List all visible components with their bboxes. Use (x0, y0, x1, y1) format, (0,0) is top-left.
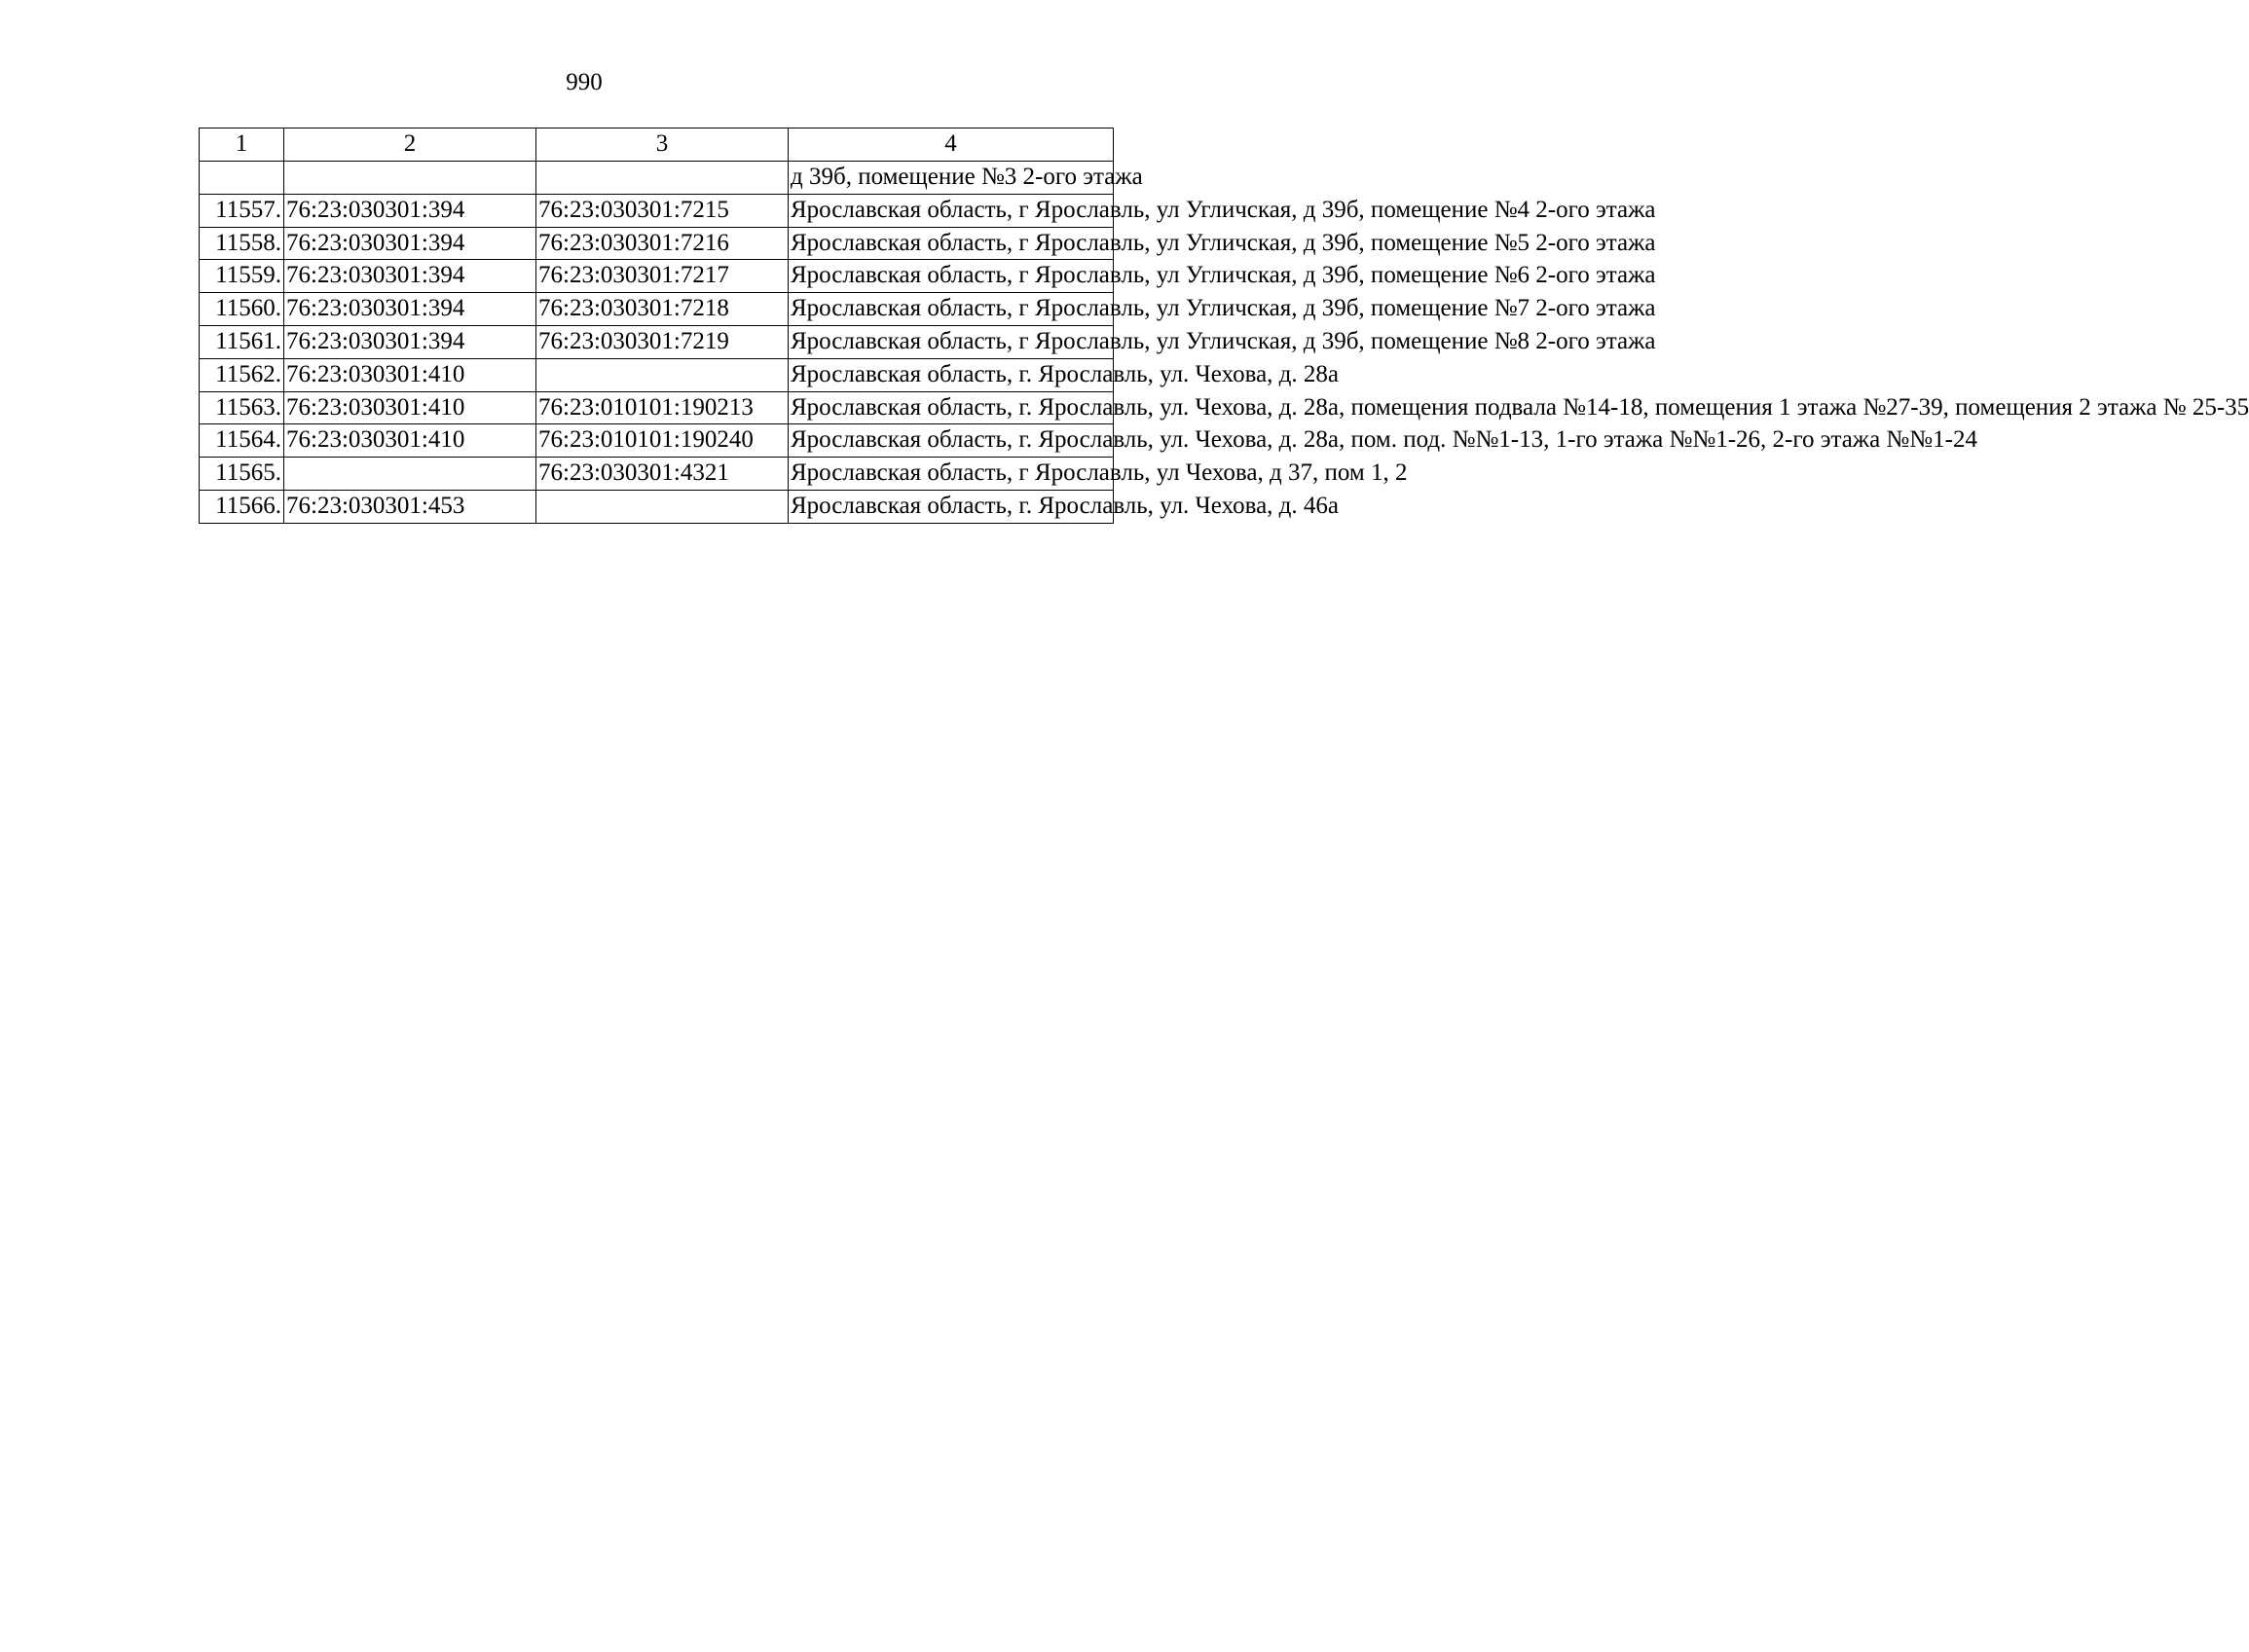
cadastral-number-col2: 76:23:030301:394 (284, 227, 536, 260)
page-number: 990 (566, 69, 603, 95)
table-row (200, 391, 1114, 424)
row-number: 11564. (200, 424, 284, 458)
table-row (200, 358, 1114, 391)
row-number: 11558. (200, 227, 284, 260)
address: Ярославская область, г Ярославль, ул Угличская, д 39б, помещение №7 2-ого этажа (789, 293, 1114, 326)
cadastral-number-col2: 76:23:030301:394 (284, 260, 536, 293)
cadastral-number-col2: 76:23:030301:410 (284, 358, 536, 391)
header-col-4: 4 (789, 128, 1114, 162)
cadastral-number-col3: 76:23:030301:7215 (536, 194, 789, 227)
cadastral-number-col3: 76:23:030301:7218 (536, 293, 789, 326)
cadastral-number-col3: 76:23:030301:4321 (536, 458, 789, 491)
row-number: 11566. (200, 490, 284, 523)
row-number: 11565. (200, 458, 284, 491)
registry-table (199, 128, 2249, 524)
table-row (200, 227, 1114, 260)
cadastral-number-col2: 76:23:030301:410 (284, 424, 536, 458)
address: Ярославская область, г. Ярославль, ул. Чехова, д. 28а, пом. под. №№1-13, 1-го этажа №№1-26, 2-го этажа №№1-24 (789, 424, 1114, 458)
header-col-3: 3 (536, 128, 789, 162)
row-number (200, 162, 284, 195)
table-row (200, 325, 1114, 358)
address: Ярославская область, г. Ярославль, ул. Чехова, д. 28а (789, 358, 1114, 391)
table-row (200, 424, 1114, 458)
table-row (200, 260, 1114, 293)
address: Ярославская область, г Ярославль, ул Чехова, д 37, пом 1, 2 (789, 458, 1114, 491)
header-col-1: 1 (200, 128, 284, 162)
row-number: 11560. (200, 293, 284, 326)
table-row (200, 162, 1114, 195)
address: Ярославская область, г. Ярославль, ул. Чехова, д. 28а, помещения подвала №14-18, помещения 1 этажа №27-39, помещения 2 этажа № 25-35 (789, 391, 1114, 424)
row-number: 11561. (200, 325, 284, 358)
cadastral-number-col3: 76:23:010101:190213 (536, 391, 789, 424)
table-row (200, 293, 1114, 326)
row-number: 11563. (200, 391, 284, 424)
cadastral-number-col3: 76:23:030301:7217 (536, 260, 789, 293)
address: Ярославская область, г. Ярославль, ул. Чехова, д. 46а (789, 490, 1114, 523)
cadastral-number-col2 (284, 162, 536, 195)
cadastral-number-col2: 76:23:030301:453 (284, 490, 536, 523)
address: Ярославская область, г Ярославль, ул Угличская, д 39б, помещение №8 2-ого этажа (789, 325, 1114, 358)
table-body (200, 162, 2249, 524)
cadastral-number-col2 (284, 458, 536, 491)
address: Ярославская область, г Ярославль, ул Угличская, д 39б, помещение №4 2-ого этажа (789, 194, 1114, 227)
cadastral-number-col2: 76:23:030301:394 (284, 194, 536, 227)
address: Ярославская область, г Ярославль, ул Угличская, д 39б, помещение №5 2-ого этажа (789, 227, 1114, 260)
cadastral-number-col3 (536, 490, 789, 523)
row-number: 11559. (200, 260, 284, 293)
cadastral-number-col3: 76:23:010101:190240 (536, 424, 789, 458)
cadastral-number-col3: 76:23:030301:7219 (536, 325, 789, 358)
row-number: 11562. (200, 358, 284, 391)
cadastral-number-col3: 76:23:030301:7216 (536, 227, 789, 260)
table-row (200, 194, 1114, 227)
cadastral-number-col2: 76:23:030301:410 (284, 391, 536, 424)
table-row (200, 490, 1114, 523)
table-row (200, 458, 1114, 491)
table-header (200, 128, 1114, 162)
cadastral-number-col3 (536, 162, 789, 195)
cadastral-number-col2: 76:23:030301:394 (284, 325, 536, 358)
address: д 39б, помещение №3 2-ого этажа (789, 162, 1114, 195)
address: Ярославская область, г Ярославль, ул Угличская, д 39б, помещение №6 2-ого этажа (789, 260, 1114, 293)
cadastral-number-col3 (536, 358, 789, 391)
header-col-2: 2 (284, 128, 536, 162)
row-number: 11557. (200, 194, 284, 227)
cadastral-number-col2: 76:23:030301:394 (284, 293, 536, 326)
header-row (200, 128, 1114, 162)
